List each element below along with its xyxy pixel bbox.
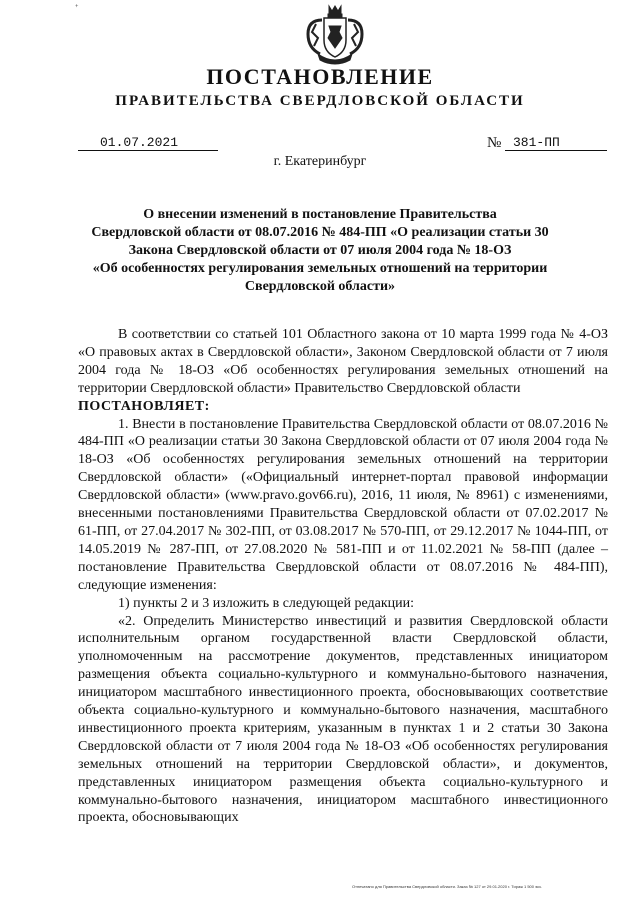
document-body	[78, 326, 608, 827]
paragraph-subitem-1: 1) пункты 2 и 3 изложить в следующей редакции:	[118, 595, 415, 611]
paragraph-preamble: В соответствии со статьей 101 Областного закона от 10 марта 1999 года № 4-ОЗ «О правовых актах в Свердловской области», Законом Свердловской области от 7 июля 2004 года № 18-ОЗ «Об особенностях регулирования земельных отношений на территории Свердловской области» Правительство Свердловской области	[78, 327, 608, 396]
document-city: г. Екатеринбург	[273, 154, 367, 169]
document-date: 01.07.2021	[78, 136, 218, 151]
paragraph-quote-2: «2. Определить Министерство инвестиций и развития Свердловской области исполнительным органом государственной власти Свердловской области, уполномоченным на рассмотрение документов, представленных инициатором размещения объекта социально-культурного и коммунально-бытового назначения, инициатором масштабного инвестиционного проекта, обосновывающих соответствие объекта социально-культурного и коммунально-бытового назначения, масштабного инвестиционного проекта критериям, указанным в пунктах 1 и 2 статьи 30 Закона Свердловской области от 7 июля 2004 года № 18-ОЗ «Об особенностях регулирования земельных отношений на территории Свердловской области», и документов, представленных инициатором размещения объекта социально-культурного и коммунально-бытового назначения, инициатором масштабного инвестиционного проекта, обосновывающих	[78, 613, 608, 826]
document-number: 381-ПП	[505, 136, 607, 151]
paragraph-item-1: 1. Внести в постановление Правительства Свердловской области от 08.07.2016 № 484-ПП «О реализации статьи 30 Закона Свердловской области от 07 июля 2004 года № 18-ОЗ «Об особенностях регулирования земельных отношений на территории Свердловской области» («Официальный интернет-портал правовой информации Свердловской области» (www.pravo.gov66.ru), 2016, 11 июля, № 8961) с изменениями, внесенными постановлениями Правительства Свердловской области от 07.02.2017 № 61-ПП, от 27.04.2017 № 302-ПП, от 03.08.2017 № 570-ПП, от 29.12.2017 № 1044-ПП, от 14.05.2019 № 287-ПП, от 27.08.2020 № 581-ПП и от 11.02.2021 № 58-ПП (далее – постановление Правительства Свердловской области от 08.07.2016 № 484-ПП), следующие изменения:	[78, 416, 608, 593]
document-title: ПОСТАНОВЛЕНИЕ	[206, 64, 434, 89]
print-footer: Отпечатано для Правительства Свердловской области. Заказ № 127 от 29.01.2020 г. Тираж 1 500 экз.	[352, 884, 542, 889]
heading-line: «Об особенностях регулирования земельных отношений на территории	[92, 261, 548, 276]
heading-line: О внесении изменений в постановление Правительства	[143, 207, 497, 222]
coat-of-arms-icon	[302, 4, 368, 66]
document-heading	[90, 206, 550, 296]
corner-mark: +	[75, 4, 79, 10]
heading-line: Закона Свердловской области от 07 июля 2004 года № 18-ОЗ	[128, 243, 512, 258]
heading-line: Свердловской области»	[244, 279, 396, 294]
heading-line: Свердловской области от 08.07.2016 № 484-ПП «О реализации статьи 30	[91, 225, 549, 240]
decree-word: ПОСТАНОВЛЯЕТ:	[78, 398, 210, 414]
number-label: №	[487, 135, 502, 151]
document-subtitle: ПРАВИТЕЛЬСТВА СВЕРДЛОВСКОЙ ОБЛАСТИ	[115, 93, 525, 109]
